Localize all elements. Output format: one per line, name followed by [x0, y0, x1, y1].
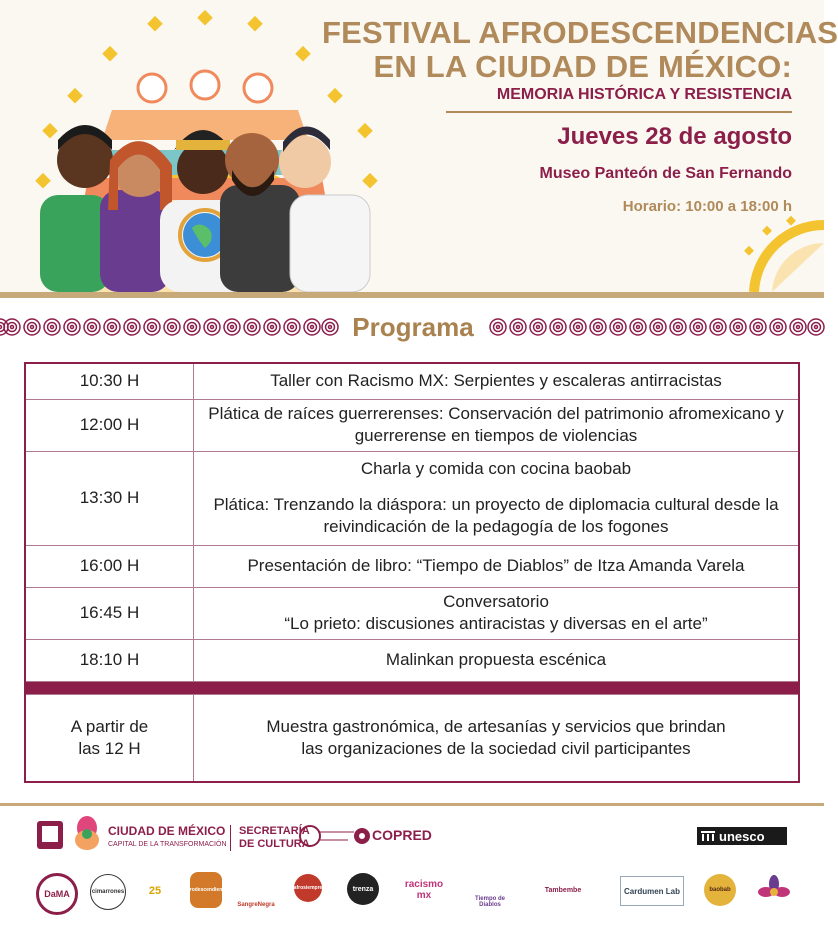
- festival-title-line2: EN LA CIUDAD DE MÉXICO:: [373, 49, 792, 84]
- partner-logo: DaMA: [36, 873, 78, 915]
- partner-logo: 25: [148, 885, 162, 897]
- partner-logo: trenza: [347, 873, 379, 905]
- copred-icon: [352, 825, 372, 847]
- row-description: Conversatorio “Lo prieto: discusiones antiracistas y diversas en el arte”: [194, 587, 800, 639]
- row-description: Charla y comida con cocina baobab Plática: Trenzando la diáspora: un proyecto de diplomacia cultural desde la reivindicación de la pedagogía de los fogones: [194, 451, 800, 545]
- event-header: [0, 0, 838, 292]
- partner-logo: baobab: [704, 874, 736, 906]
- event-venue: Museo Panteón de San Fernando: [539, 165, 792, 182]
- row-time: 12:00 H: [25, 399, 194, 451]
- partner-flower-icon: [758, 874, 790, 906]
- table-row: [25, 545, 799, 587]
- table-row: [25, 694, 799, 782]
- festival-title-line1: FESTIVAL AFRODESCENDENCIAS: [322, 15, 838, 50]
- partner-logo: Tiempo de Diablos: [475, 896, 505, 908]
- secretaria-cultura-logo: SECRETARÍA DE CULTURA: [230, 825, 310, 851]
- event-date: Jueves 28 de agosto: [557, 123, 792, 150]
- row-time: 13:30 H: [25, 451, 194, 545]
- unesco-logo: unesco: [697, 827, 787, 845]
- partner-logo: Tambembe: [544, 886, 582, 894]
- cdmx-logo-text: CIUDAD DE MÉXICO CAPITAL DE LA TRANSFORMACIÓN: [108, 824, 227, 848]
- program-heading-row: [0, 308, 824, 346]
- partner-logo: cimarrones: [90, 874, 126, 910]
- partner-logo: racismo mx: [404, 879, 444, 901]
- festival-subtitle: MEMORIA HISTÓRICA Y RESISTENCIA: [496, 86, 792, 103]
- partner-logos-row: [0, 868, 824, 918]
- unesco-temple-icon: [697, 827, 719, 845]
- header-bottom-band: [0, 292, 824, 298]
- row-time: 16:45 H: [25, 587, 194, 639]
- table-row: [25, 363, 799, 399]
- program-title: Programa: [352, 312, 474, 342]
- title-divider: [446, 111, 792, 113]
- table-row: [25, 587, 799, 639]
- row-description: Malinkan propuesta escénica: [194, 639, 800, 681]
- cdmx-shield-icon: [36, 820, 64, 850]
- row-time: 10:30 H: [25, 363, 194, 399]
- corner-sun-graphic: [744, 215, 824, 292]
- left-swirl-ornament: [0, 308, 340, 346]
- cdmx-flower-icon: [72, 814, 102, 856]
- right-swirl-ornament: [486, 308, 824, 346]
- institution-logos-row: [0, 810, 824, 865]
- row-description: Presentación de libro: “Tiempo de Diablos” de Itza Amanda Varela: [194, 545, 800, 587]
- museo-logo-icon: [298, 824, 358, 848]
- copred-logo-text: COPRED: [372, 827, 432, 843]
- table-row: [25, 639, 799, 681]
- program-table: [24, 362, 800, 783]
- footer-band: [0, 803, 824, 806]
- partner-logo: Cardumen Lab: [620, 876, 684, 906]
- row-description: Plática de raíces guerrerenses: Conservación del patrimonio afromexicano y guerrerense en tiempos de violencias: [194, 399, 800, 451]
- table-row: [25, 451, 799, 545]
- event-hours: Horario: 10:00 a 18:00 h: [622, 198, 792, 215]
- row-description: Muestra gastronómica, de artesanías y servicios que brindan las organizaciones de la sociedad civil participantes: [194, 694, 800, 782]
- header-titles: [322, 15, 838, 215]
- table-separator: [25, 681, 799, 694]
- partner-logo: SangreNegra: [237, 902, 275, 908]
- row-time: A partir de las 12 H: [25, 694, 194, 782]
- row-time: 16:00 H: [25, 545, 194, 587]
- partner-logo: afrodescendiente: [190, 872, 222, 908]
- row-description: Taller con Racismo MX: Serpientes y escaleras antirracistas: [194, 363, 800, 399]
- table-row: [25, 399, 799, 451]
- row-time: 18:10 H: [25, 639, 194, 681]
- partner-logo: afrosiempre: [294, 874, 322, 902]
